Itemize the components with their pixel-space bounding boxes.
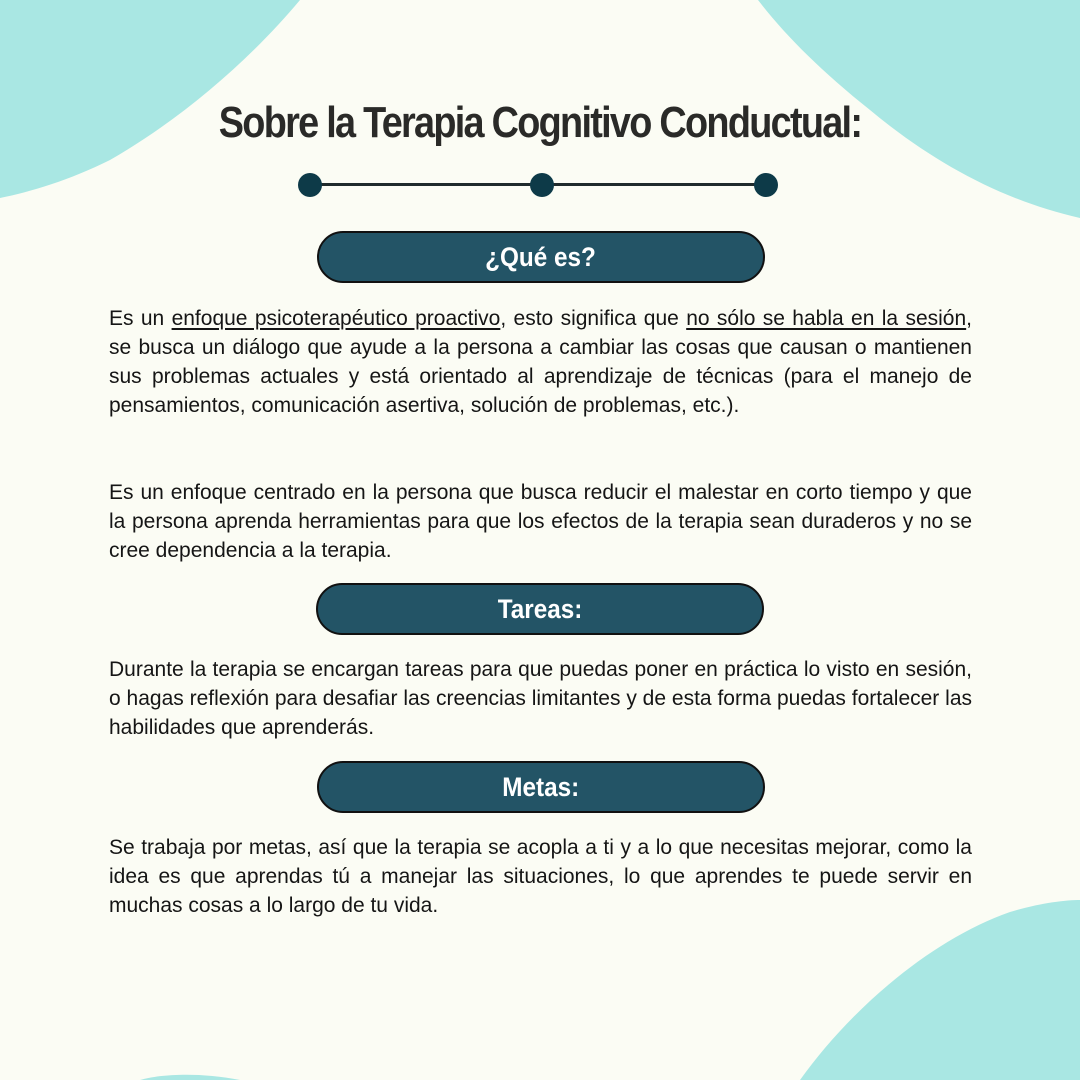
metas-paragraph: Se trabaja por metas, así que la terapia se acopla a ti y a lo que necesitas mejorar, como la idea es que aprendas tú a manejar las situaciones, lo que aprendes te puede servir en muchas cosas a lo largo de tu vida. — [109, 836, 972, 917]
page-title: Sobre la Terapia Cognitivo Conductual: — [218, 98, 862, 147]
text-run: Es un — [109, 307, 172, 330]
divider-dot-left — [298, 173, 322, 197]
section-heading-tareas — [316, 583, 764, 635]
tareas-paragraph: Durante la terapia se encargan tareas para que puedas poner en práctica lo visto en sesión, o hagas reflexión para desafiar las creencias limitantes y de esta forma puedas fortalecer las habilidades que aprenderás. — [109, 658, 972, 739]
section-heading-metas — [317, 761, 765, 813]
divider-dot-right — [754, 173, 778, 197]
section-heading-label: Tareas: — [497, 593, 583, 624]
que-es-paragraph-2: Es un enfoque centrado en la persona que busca reducir el malestar en corto tiempo y que la persona aprenda herramientas para que los efectos de la terapia sean duraderos y no se cree dependencia a la terapia. — [109, 481, 972, 562]
underlined-phrase: no sólo se habla en la sesión — [686, 307, 967, 330]
section-heading-label: ¿Qué es? — [485, 241, 597, 272]
divider-dot-middle — [530, 173, 554, 197]
text-run: , se busca un diálogo que ayude a la persona a cambiar las cosas que causan o mantienen sus problemas actuales y está orientado al aprendizaje de técnicas (para el manejo de pensamientos, comunicación asertiva, solución de problemas, etc.). — [109, 307, 972, 417]
title-divider — [296, 170, 786, 200]
section-heading-que-es — [317, 231, 765, 283]
que-es-paragraph-1 — [109, 304, 972, 420]
section-heading-label: Metas: — [502, 771, 580, 802]
underlined-phrase: enfoque psicoterapéutico proactivo — [171, 307, 501, 330]
text-run: , esto significa que — [500, 307, 687, 330]
